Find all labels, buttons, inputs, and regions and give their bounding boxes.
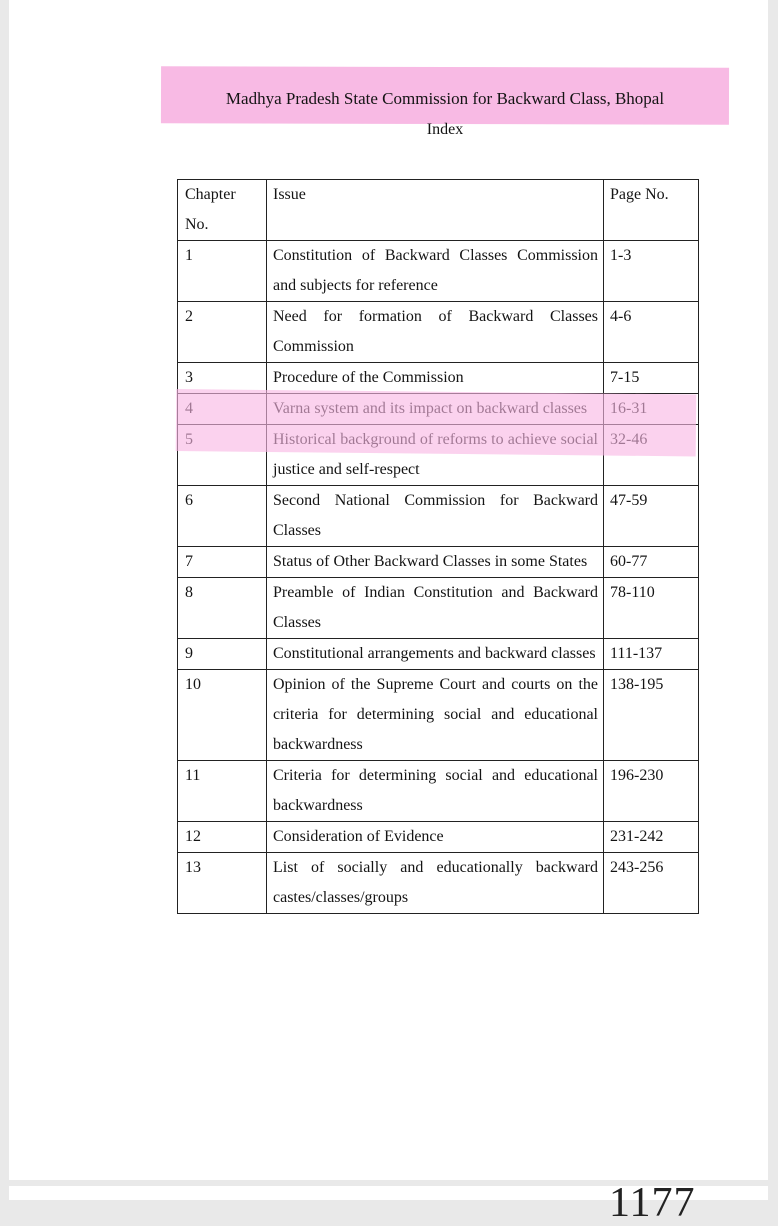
chapter-pages: 243-256 bbox=[604, 853, 699, 914]
chapter-issue: Second National Commission for Backward Classes bbox=[267, 486, 604, 547]
chapter-issue: List of socially and educationally backward castes/classes/groups bbox=[267, 853, 604, 914]
chapter-number: 13 bbox=[178, 853, 267, 914]
chapter-pages: 1-3 bbox=[604, 241, 699, 302]
chapter-number: 3 bbox=[178, 363, 267, 394]
chapter-number: 2 bbox=[178, 302, 267, 363]
header-chapter: Chapter No. bbox=[178, 180, 267, 241]
chapter-issue: Preamble of Indian Constitution and Backward Classes bbox=[267, 578, 604, 639]
table-row bbox=[178, 302, 699, 363]
table-row bbox=[178, 486, 699, 547]
chapter-pages: 60-77 bbox=[604, 547, 699, 578]
chapter-issue: Status of Other Backward Classes in some States bbox=[267, 547, 604, 578]
chapter-number: 12 bbox=[178, 822, 267, 853]
chapter-number: 7 bbox=[178, 547, 267, 578]
chapter-issue: Consideration of Evidence bbox=[267, 822, 604, 853]
chapter-number: 6 bbox=[178, 486, 267, 547]
chapter-issue: Opinion of the Supreme Court and courts on the criteria for determining social and educational backwardness bbox=[267, 670, 604, 761]
chapter-issue: Procedure of the Commission bbox=[267, 363, 604, 394]
chapter-pages: 4-6 bbox=[604, 302, 699, 363]
table-row bbox=[178, 670, 699, 761]
chapter-number: 8 bbox=[178, 578, 267, 639]
next-page-number: 1177 bbox=[609, 1180, 696, 1226]
table-row bbox=[178, 639, 699, 670]
chapter-number: 10 bbox=[178, 670, 267, 761]
header-page: Page No. bbox=[604, 180, 699, 241]
header-issue: Issue bbox=[267, 180, 604, 241]
table-header-row bbox=[178, 180, 699, 241]
chapter-pages: 138-195 bbox=[604, 670, 699, 761]
document-title: Madhya Pradesh State Commission for Backward Class, Bhopal bbox=[225, 89, 665, 108]
chapter-pages: 78-110 bbox=[604, 578, 699, 639]
table-row bbox=[178, 547, 699, 578]
chapter-number: 1 bbox=[178, 241, 267, 302]
chapter-pages: 231-242 bbox=[604, 822, 699, 853]
chapter-pages: 7-15 bbox=[604, 363, 699, 394]
chapter-number: 11 bbox=[178, 761, 267, 822]
table-row bbox=[178, 241, 699, 302]
table-row bbox=[178, 761, 699, 822]
chapter-number: 9 bbox=[178, 639, 267, 670]
next-page-edge bbox=[9, 1180, 768, 1226]
chapter-issue: justice and self-respect bbox=[267, 425, 604, 486]
chapter-issue: Constitution of Backward Classes Commission and subjects for reference bbox=[267, 241, 604, 302]
table-row bbox=[178, 822, 699, 853]
chapter-issue: Need for formation of Backward Classes Commission bbox=[267, 302, 604, 363]
index-table bbox=[177, 179, 699, 914]
chapter-pages: 196-230 bbox=[604, 761, 699, 822]
chapter-issue: Criteria for determining social and educational backwardness bbox=[267, 761, 604, 822]
index-heading: Index bbox=[426, 121, 464, 138]
chapter-pages: 111-137 bbox=[604, 639, 699, 670]
chapter-pages: 47-59 bbox=[604, 486, 699, 547]
chapter-issue: Constitutional arrangements and backward classes bbox=[267, 639, 604, 670]
table-row bbox=[178, 578, 699, 639]
row-highlight bbox=[176, 389, 697, 456]
table-row bbox=[178, 853, 699, 914]
